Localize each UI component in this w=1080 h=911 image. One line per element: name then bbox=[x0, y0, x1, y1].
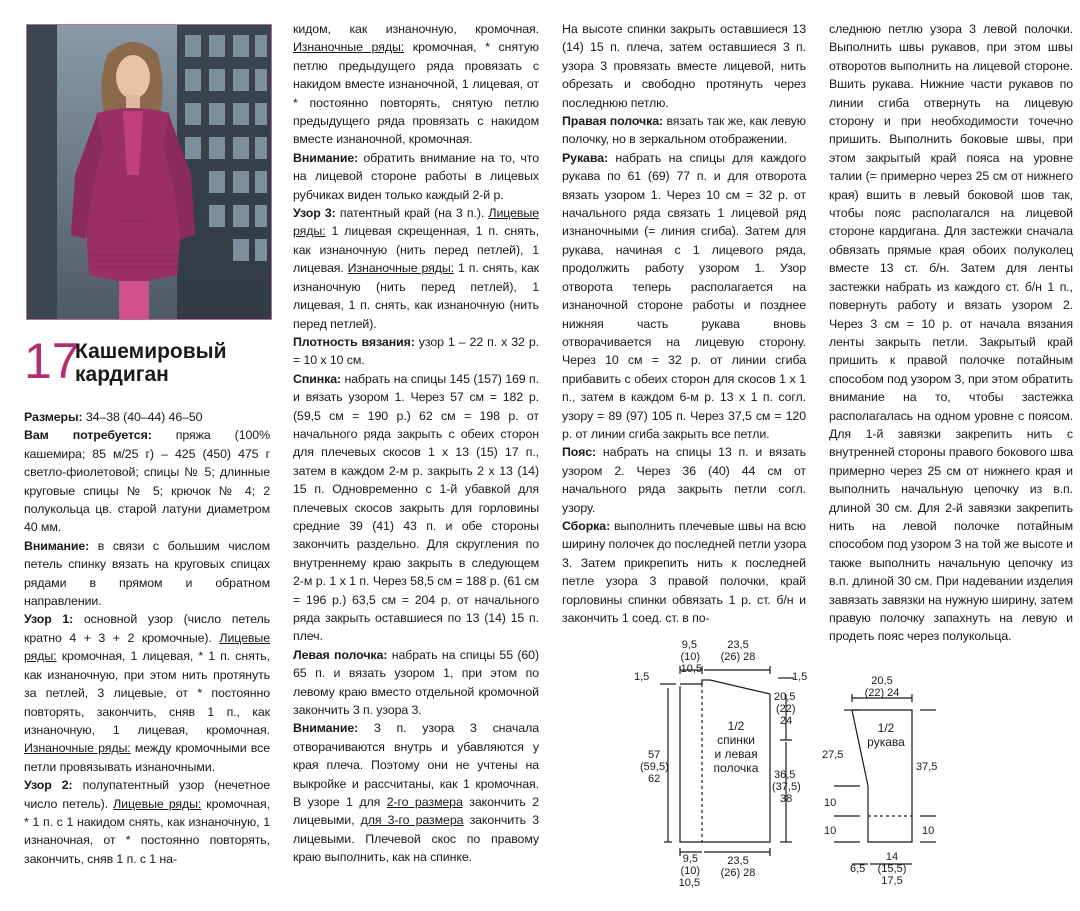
assembly-paragraph: Сборка: выполнить плечевые швы на всю ширину полочек до последней петли узора 3. Затем прикрепить нить к последней петле узора 3 правой полочки, край горловины спинки обвязать 1 р. ст. б/н и закончить 1 соед. ст. в по- bbox=[562, 518, 806, 625]
sizes-paragraph: Размеры: 34–38 (40–44) 46–50 bbox=[24, 410, 203, 424]
dim-label: (22) 24 bbox=[864, 687, 900, 699]
left-front-continued: На высоте спинки закрыть оставшиеся 13 (14) 15 п. плеча, затем оставшиеся 3 п. узора 3 провязать вместе лицевой, нить обрезать и свободно протянуть через последнюю петлю. bbox=[562, 22, 806, 110]
piece-label: полочка bbox=[713, 761, 759, 775]
dim-label: 1,5 bbox=[634, 671, 650, 683]
dim-label: 10 bbox=[922, 825, 935, 837]
pattern-2-continued: кидом, как изнаночную, кромочная. Изнаночные ряды: кромочная, * снятую петлю предыдущего ряда провязать с накидом вместе изнаночной, 1 лицевая, от * постоянно повторять, снятую петлю предыдущего ряда провязать с накидом вместе изнаночной, кромочная. bbox=[293, 22, 539, 147]
dim-label: 23,5 bbox=[727, 639, 749, 651]
text-column-1 bbox=[24, 408, 270, 868]
dim-label: 17,5 bbox=[881, 875, 903, 887]
density-paragraph: Плотность вязания: узор 1 – 22 п. х 32 р. = 10 х 10 см. bbox=[293, 334, 539, 368]
left-front-paragraph: Левая полочка: набрать на спицы 55 (60) 65 п. и вязать узором 1, при этом по левому краю вместо отдельной кромочной закончить 3 п. узора 3. bbox=[293, 647, 539, 718]
dim-label: 27,5 bbox=[822, 749, 844, 761]
piece-label: 1/2 bbox=[877, 721, 895, 735]
pattern-schematic bbox=[620, 636, 1080, 906]
dim-label: 14 bbox=[885, 851, 899, 863]
dim-label: (59,5) bbox=[640, 761, 669, 773]
dim-label: (15,5) bbox=[877, 863, 907, 875]
pattern-title: Кашемировый кардиган bbox=[75, 340, 227, 386]
pattern-1-paragraph: Узор 1: основной узор (число петель кратно 4 + 3 + 2 кромочные). Лицевые ряды: кромочная, 1 лицевая, * 1 п. снять, как изнаночную, при этом нить протянуть за петлей, 3 лицевые, от * постоянно повторять, закончить, сняв 1 п., как изнаночную, 1 лицевая, кромочная. Изнаночные ряды: между кромочными все петли провязывать изнаночными. bbox=[24, 612, 270, 774]
piece-label: 1/2 bbox=[727, 719, 745, 733]
dim-label: 38 bbox=[780, 793, 793, 805]
dim-label: (37,5) bbox=[772, 781, 801, 793]
dim-label: 57 bbox=[648, 749, 661, 761]
dim-label: 10 bbox=[824, 825, 837, 837]
dim-label: 10 bbox=[824, 797, 837, 809]
dim-label: 10,5 bbox=[680, 663, 702, 675]
right-front-paragraph: Правая полочка: вязать так же, как левую полочку, но в зеркальном отображении. bbox=[562, 114, 806, 147]
dim-label: 10,5 bbox=[678, 877, 700, 889]
dim-label: (10) bbox=[680, 651, 700, 663]
attention-paragraph-2: Внимание: обратить внимание на то, что на лицевой стороне работы в лицевых рубчиках виден только каждый 2-й р. bbox=[293, 150, 539, 202]
piece-label: спинки bbox=[717, 733, 755, 747]
dim-label: (10) bbox=[680, 865, 700, 877]
pattern-3-paragraph: Узор 3: патентный край (на 3 п.). Лицевые ряды: 1 лицевая скрещенная, 1 п. снять, как изнаночную (нить перед петлей), 1 лицевая. Изнаночные ряды: 1 п. снять, как изнаночную (нить перед петлей), 1 лицевая, 1 п. снять, как изнаночную (нить перед петлей). bbox=[293, 206, 540, 331]
belt-paragraph: Пояс: набрать на спицы 13 п. и вязать узором 2. Через 36 (40) 44 см от начального ряда закрыть петли согл. узору. bbox=[562, 445, 806, 515]
text-column-3 bbox=[562, 20, 806, 627]
model-photo bbox=[26, 24, 272, 320]
dim-label: 36,5 bbox=[774, 769, 796, 781]
dim-label: 24 bbox=[780, 715, 793, 727]
attention-paragraph: Внимание: в связи с большим числом петель спинку вязать на круговых спицах рядами в прямом и обратном направлении. bbox=[24, 538, 270, 609]
dim-label: (26) 28 bbox=[720, 651, 756, 663]
text-column-4 bbox=[829, 20, 1073, 646]
materials-paragraph: Вам потребуется: пряжа (100% кашемира; 85 м/25 г) – 425 (450) 475 г светло-фиолетовой; спицы № 5; длинные круговые спицы № 5; крючок № 4; 2 полукольца цв. старой латуни диаметром 40 мм. bbox=[24, 428, 270, 535]
dim-label: 9,5 bbox=[681, 639, 697, 651]
text-column-2 bbox=[293, 20, 539, 867]
piece-label: рукава bbox=[867, 735, 905, 749]
dim-label: 62 bbox=[648, 773, 661, 785]
dim-label: 1,5 bbox=[792, 671, 808, 683]
assembly-continued: следнюю петлю узора 3 левой полочки. Выполнить швы рукавов, при этом швы отворотов выполнить на лицевой стороне. Вшить рукава. Нижние части рукавов по линии сгиба отвернуть на лицевую сторону и при необходимости точечно пришить. Выполнить боковые швы, при этом закрытый край пояса на уровне талии (= примерно через 25 см от нижнего края) вшить в левый боковой шов так, чтобы пояс располагался на лицевой стороне кардигана. Для застежки сначала обвязать прямые края обоих полуколец вместе 13 ст. б/н. Затем для ленты застежки набрать из каждого ст. б/н 1 п., повернуть работу и вязать узором 2. Через 3 см = 10 р. от начала вязания ленты закрыть петли. Закрытый край пришить к правой полочке потайным способом под узором 3, при этом обратить внимание на то, чтобы застежка располагалась на одном уровне с поясом. Для 1-й завязки закрепить нить с внутренней стороны правого бокового шва примерно через 25 см от нижнего края и выполнить начальную цепочку из в.п. длиной 30 см. Для 2-й завязки закрепить нить на левой полочке потайным способом под узором 3 на той же высоте и также выполнить начальную цепочку из в.п. длиной 30 см. При надевании изделия завязать завязки на нужную ширину, затем правую полочку запахнуть на левую и продеть пояс через полукольца. bbox=[829, 22, 1073, 644]
dim-label: 23,5 bbox=[727, 855, 749, 867]
sleeves-paragraph: Рукава: набрать на спицы для каждого рукава по 61 (69) 77 п. и для отворота вязать узором 1. Через 10 см = 32 р. от начального ряда связать 1 лицевой ряд изнаночными (= линия сгиба). Затем для рукава, начиная с 1 лицевого ряда, продолжить работу узором 1. Узор отворота теперь располагается на изнаночной стороне работы и позднее нижняя часть рукава вновь отворачивается на лицевую сторону. Через 10 см = 32 р. от линии сгиба прибавить с обеих сторон для скосов 1 х 1 п., затем в каждом 6-м р. 13 х 1 п. согл. узору = 89 (97) 105 п. Через 37,5 см = 120 р. от линии сгиба закрыть все петли. bbox=[562, 150, 806, 441]
pattern-number: 17 bbox=[24, 333, 80, 389]
attention-paragraph-3: Внимание: 3 п. узора 3 сначала отворачиваются внутрь и убавляются у края плеча. Поэтому они не учтены на выкройке и рассчитаны, как 1 кромочная. В узоре 1 для 2-го размера закончить 2 лицевыми, для 3-го размера закончить 3 лицевыми. Плечевой скос по правому краю выполнить, как на спинке. bbox=[293, 721, 539, 865]
dim-label: 20,5 bbox=[774, 691, 796, 703]
dim-label: (22) bbox=[776, 703, 796, 715]
back-paragraph: Спинка: набрать на спицы 145 (157) 169 п. и вязать узором 1. Через 57 см = 182 р. (59,5 см = 190 р.) 62 см = 198 р. от начального ряда закрыть с обеих сторон для плечевых скосов 1 х 13 (15) 17 п., затем в каждом 2-м р. закрыть 2 х 13 (14) 15 п. Одновременно с 1-й убавкой для плечевых скосов закрыть для горловины средние 39 (41) 43 п. и обе стороны закончить раздельно. Для скругления по внутреннему краю закрыть в следующем 2-м р. 1 х 1 п. Через 58,5 см = 188 р. (61 см = 196 р.) 63,5 см = 204 р. от начального ряда закрыть оставшиеся по 13 (14) 15 п. плеч. bbox=[293, 371, 539, 644]
dim-label: (26) 28 bbox=[720, 867, 756, 879]
piece-label: и левая bbox=[714, 747, 758, 761]
pattern-2-paragraph: Узор 2: полупатентный узор (нечетное число петель). Лицевые ряды: кромочная, * 1 п. с 1 накидом снять, как изнаночную, 1 изнаночная, от * постоянно повторять, закончить, сняв 1 п. с 1 на- bbox=[24, 778, 270, 866]
dim-label: 6,5 bbox=[850, 863, 866, 875]
dim-label: 37,5 bbox=[916, 761, 938, 773]
dim-label: 9,5 bbox=[682, 853, 698, 865]
dim-label: 20,5 bbox=[871, 675, 893, 687]
